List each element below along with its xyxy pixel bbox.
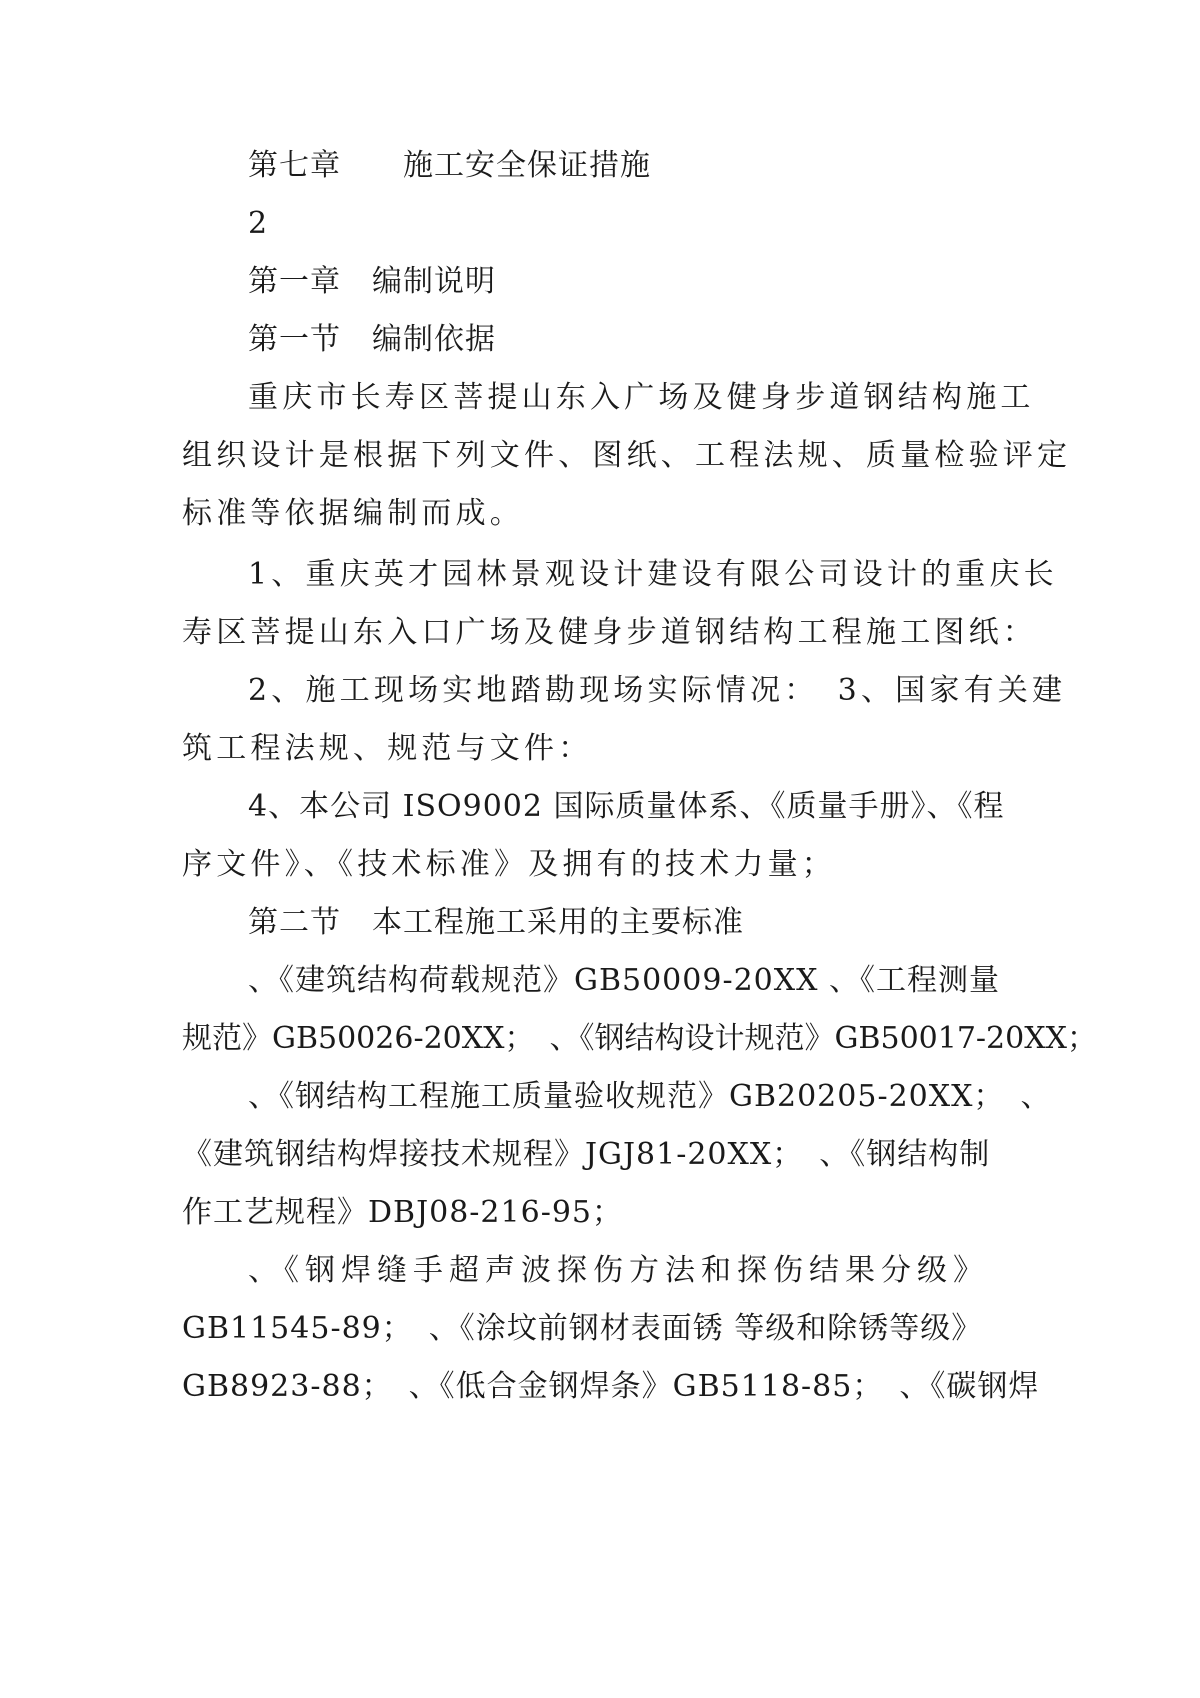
section-one-heading: 第一节 编制依据 bbox=[248, 322, 496, 357]
standard-line: GB11545-89； 、《涂坟前钢材表面锈 等级和除锈等级》 bbox=[182, 1311, 983, 1346]
paragraph-line: 标准等依据编制而成。 bbox=[182, 496, 524, 531]
standard-line: 规范》GB50026-20XX； 、《钢结构设计规范》GB50017-20XX； bbox=[182, 1021, 1097, 1056]
page-number: 2 bbox=[248, 206, 269, 241]
list-item-line: 1、重庆英才园林景观设计建设有限公司设计的重庆长 bbox=[248, 557, 1058, 592]
chapter-one-heading: 第一章 编制说明 bbox=[248, 264, 496, 299]
standard-line: GB8923-88； 、《低合金钢焊条》GB5118-85； 、《碳钢焊 bbox=[182, 1369, 1040, 1404]
standard-line: 《建筑钢结构焊接技术规程》JGJ81-20XX； 、《钢结构制 bbox=[182, 1137, 991, 1172]
standard-line: 作工艺规程》DBJ08-216-95； bbox=[182, 1195, 624, 1230]
chapter-seven-heading: 第七章 施工安全保证措施 bbox=[248, 148, 651, 183]
paragraph-line: 组织设计是根据下列文件、图纸、工程法规、质量检验评定 bbox=[182, 438, 1072, 473]
list-item-line: 寿区菩提山东入口广场及健身步道钢结构工程施工图纸： bbox=[182, 615, 1037, 650]
list-item-line: 筑工程法规、规范与文件： bbox=[182, 731, 593, 766]
standard-line: 、《钢焊缝手超声波探伤方法和探伤结果分级》 bbox=[248, 1253, 989, 1288]
standard-line: 、《钢结构工程施工质量验收规范》GB20205-20XX； 、 bbox=[248, 1079, 1052, 1114]
paragraph-line: 重庆市长寿区菩提山东入广场及健身步道钢结构施工 bbox=[248, 380, 1035, 415]
standard-line: 、《建筑结构荷载规范》GB50009-20XX 、《工程测量 bbox=[248, 963, 1001, 998]
list-item-line: 4、本公司 ISO9002 国际质量体系、《质量手册》、《程 bbox=[248, 789, 1005, 824]
list-item-line: 序文件》、《技术标准》及拥有的技术力量； bbox=[182, 847, 836, 882]
section-two-heading: 第二节 本工程施工采用的主要标准 bbox=[248, 905, 744, 940]
list-item-line: 2、施工现场实地踏勘现场实际情况： 3、国家有关建 bbox=[248, 673, 1067, 708]
